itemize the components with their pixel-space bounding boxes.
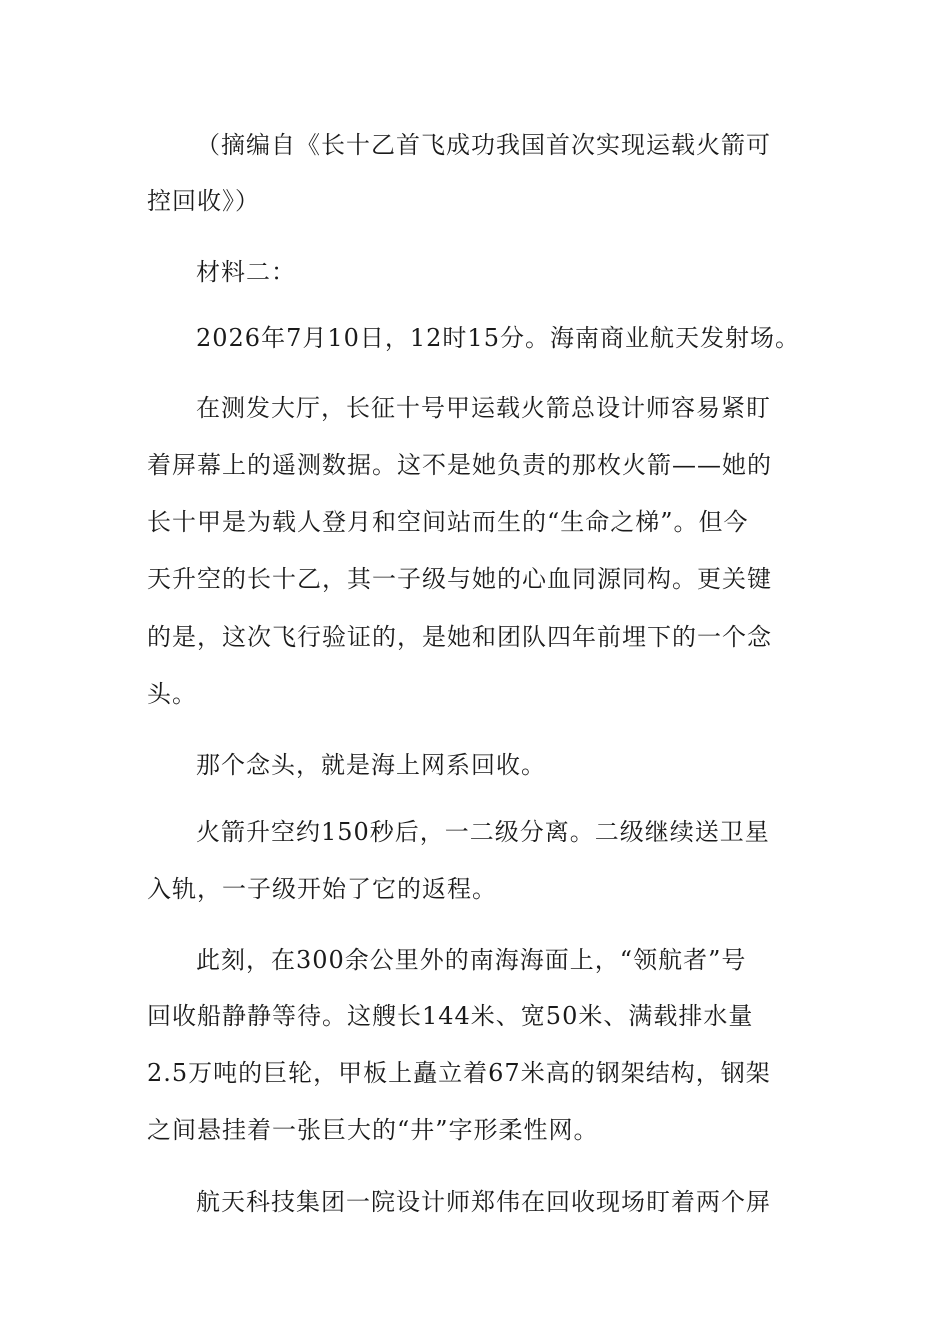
paragraph-line: 回收船静静等待。这艘长144米、宽50米、满载排水量 (147, 1002, 754, 1030)
paragraph-line: 头。 (147, 680, 197, 708)
citation-line-1: （摘编自《长十乙首飞成功我国首次实现运载火箭可 (196, 131, 771, 159)
citation-line-2: 控回收》） (147, 187, 260, 215)
paragraph-line: 2026年7月10日，12时15分。海南商业航天发射场。 (196, 324, 800, 352)
paragraph-line: 在测发大厅，长征十号甲运载火箭总设计师容易紧盯 (196, 394, 771, 422)
paragraph-line: 长十甲是为载人登月和空间站而生的“生命之梯”。但今 (147, 508, 749, 536)
paragraph-line: 的是，这次飞行验证的，是她和团队四年前埋下的一个念 (147, 623, 772, 651)
paragraph-line: 天升空的长十乙，其一子级与她的心血同源同构。更关键 (147, 565, 772, 593)
paragraph-line: 航天科技集团一院设计师郑伟在回收现场盯着两个屏 (196, 1188, 771, 1216)
paragraph-line: 入轨，一子级开始了它的返程。 (147, 875, 497, 903)
paragraph-line: 着屏幕上的遥测数据。这不是她负责的那枚火箭——她的 (147, 451, 772, 479)
paragraph-line: 火箭升空约150秒后，一二级分离。二级继续送卫星 (196, 818, 770, 846)
section-heading: 材料二： (196, 258, 296, 286)
paragraph-line: 2.5万吨的巨轮，甲板上矗立着67米高的钢架结构，钢架 (147, 1059, 771, 1087)
paragraph-line: 那个念头，就是海上网系回收。 (196, 751, 546, 779)
paragraph-line: 之间悬挂着一张巨大的“井”字形柔性网。 (147, 1116, 599, 1144)
paragraph-line: 此刻，在300余公里外的南海海面上，“领航者”号 (196, 946, 747, 974)
